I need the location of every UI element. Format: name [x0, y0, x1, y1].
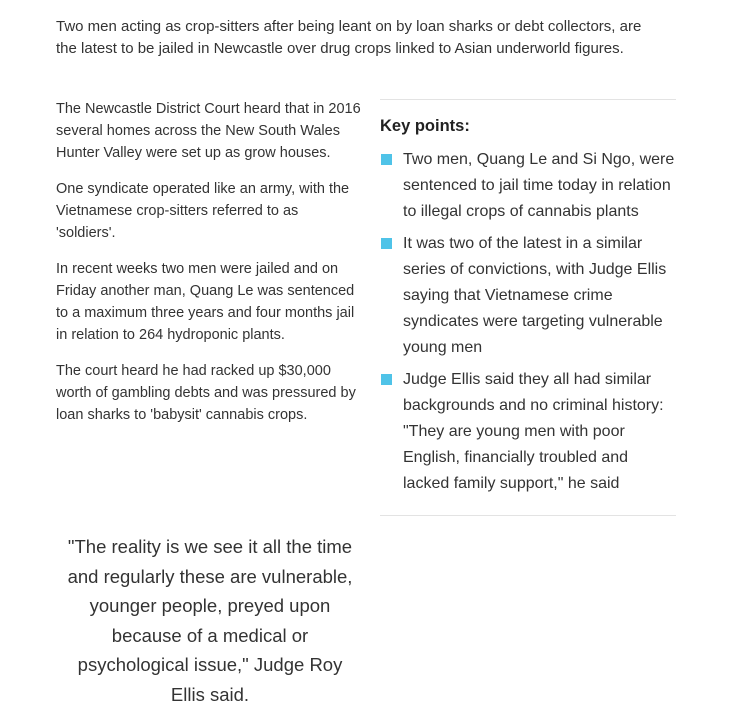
body-paragraph-4: The court heard he had racked up $30,000 worth of gambling debts and was pressured by loan sharks to 'babysit' cannabis crops.: [56, 363, 356, 423]
key-point-text: It was two of the latest in a similar series of convictions, with Judge Ellis saying that Vietnamese crime syndicates were targeting vulnerable young men: [403, 235, 667, 356]
key-point-item: [380, 147, 676, 225]
key-point-text: Two men, Quang Le and Si Ngo, were sentenced to jail time today in relation to illegal crops of cannabis plants: [403, 151, 675, 220]
square-bullet-icon: [381, 374, 392, 385]
article-body: [56, 98, 361, 440]
key-point-item: [380, 231, 676, 361]
square-bullet-icon: [381, 154, 392, 165]
key-point-item: [380, 367, 676, 497]
key-points-list: [380, 147, 676, 497]
pull-quote: "The reality is we see it all the time and regularly these are vulnerable, younger people, preyed upon because of a medical or psychological issue," Judge Roy Ellis said.: [67, 536, 353, 705]
square-bullet-icon: [381, 238, 392, 249]
body-paragraph-2: One syndicate operated like an army, with the Vietnamese crop-sitters referred to as 'soldiers'.: [56, 181, 350, 241]
key-points-box: [380, 99, 676, 516]
key-points-title: Key points:: [380, 117, 470, 135]
key-point-text: Judge Ellis said they all had similar backgrounds and no criminal history: "They are young men with poor English, financially troubled and lacked family support," he said: [403, 371, 664, 492]
body-paragraph-3: In recent weeks two men were jailed and on Friday another man, Quang Le was sentenced to a maximum three years and four months jail in relation to 264 hydroponic plants.: [56, 261, 355, 343]
body-paragraph-1: The Newcastle District Court heard that in 2016 several homes across the New South Wales Hunter Valley were set up as grow houses.: [56, 101, 361, 161]
article-intro: Two men acting as crop-sitters after being leant on by loan sharks or debt collectors, are the latest to be jailed in Newcastle over drug crops linked to Asian underworld figures.: [56, 18, 642, 57]
